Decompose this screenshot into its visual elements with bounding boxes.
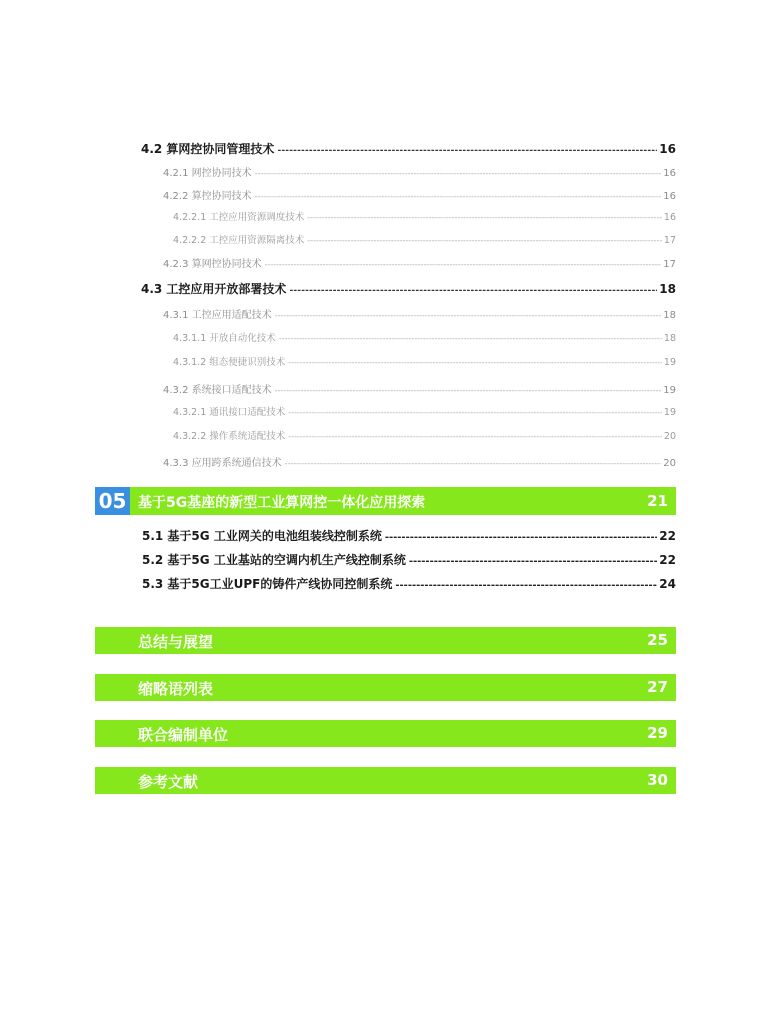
section-bar-abbreviations[interactable] — [95, 674, 676, 701]
section-page: 25 — [647, 631, 668, 649]
dot-leader — [385, 532, 657, 543]
toc-entry-4-3-1-2[interactable] — [173, 354, 676, 368]
toc-entry-label: 5.1 基于5G 工业网关的电池组装线控制系统 — [142, 529, 382, 543]
toc-entry-4-3[interactable] — [141, 280, 676, 297]
toc-entry-page: 20 — [663, 458, 676, 469]
toc-entry-page: 18 — [663, 310, 676, 321]
section-bar-contributors[interactable] — [95, 720, 676, 747]
chapter-title: 基于5G基座的新型工业算网控一体化应用探索 — [138, 495, 426, 511]
toc-entry-page: 18 — [663, 333, 676, 344]
toc-entry-4-3-2-2[interactable] — [173, 428, 676, 442]
dot-leader — [279, 334, 662, 343]
section-page: 27 — [647, 678, 668, 696]
dot-leader — [409, 556, 657, 567]
toc-entry-page: 18 — [659, 282, 676, 296]
dot-leader — [288, 358, 662, 367]
toc-entry-label: 4.2 算网控协同管理技术 — [141, 142, 275, 156]
toc-entry-page: 19 — [663, 407, 676, 418]
toc-entry-page: 16 — [663, 212, 676, 223]
toc-entry-4-2-2[interactable] — [163, 187, 676, 202]
toc-entry-page: 16 — [663, 191, 676, 202]
toc-entry-label: 4.2.2 算控协同技术 — [163, 191, 252, 202]
toc-entry-5-2[interactable] — [142, 551, 676, 568]
dot-leader — [255, 192, 662, 201]
section-title: 总结与展望 — [138, 633, 214, 651]
dot-leader — [288, 432, 662, 441]
toc-entry-label: 4.3.2.2 操作系统适配技术 — [173, 431, 286, 442]
dot-leader — [307, 236, 662, 245]
section-title: 缩略语列表 — [138, 680, 214, 698]
toc-entry-4-3-1-1[interactable] — [173, 330, 676, 344]
chapter-05-bar[interactable] — [95, 487, 676, 515]
toc-entry-label: 4.2.3 算网控协同技术 — [163, 259, 262, 270]
dot-leader — [275, 386, 662, 395]
toc-entry-page: 20 — [663, 431, 676, 442]
toc-entry-page: 19 — [663, 385, 676, 396]
toc-entry-4-3-1[interactable] — [163, 306, 676, 321]
section-bar-references[interactable] — [95, 767, 676, 794]
dot-leader — [307, 213, 662, 222]
toc-entry-label: 4.2.2.2 工控应用资源隔离技术 — [173, 235, 305, 246]
dot-leader — [275, 311, 662, 320]
toc-entry-4-2[interactable] — [141, 140, 676, 157]
toc-entry-page: 16 — [659, 142, 676, 156]
toc-entry-label: 4.2.2.1 工控应用资源调度技术 — [173, 212, 305, 223]
toc-entry-label: 4.2.1 网控协同技术 — [163, 168, 252, 179]
toc-entry-5-3[interactable] — [142, 575, 676, 592]
section-title: 参考文献 — [138, 773, 199, 791]
section-page: 30 — [647, 771, 668, 789]
chapter-page: 21 — [647, 492, 668, 510]
toc-entry-label: 4.3.1.1 开放自动化技术 — [173, 333, 276, 344]
toc-entry-4-2-3[interactable] — [163, 255, 676, 270]
toc-entry-4-3-3[interactable] — [163, 454, 676, 469]
toc-entry-4-3-2-1[interactable] — [173, 404, 676, 418]
toc-entry-label: 4.3.1.2 组态便捷识别技术 — [173, 357, 286, 368]
toc-entry-label: 5.2 基于5G 工业基站的空调内机生产线控制系统 — [142, 553, 406, 567]
section-bar-summary[interactable] — [95, 627, 676, 654]
dot-leader — [255, 169, 662, 178]
toc-entry-label: 4.3.2 系统接口适配技术 — [163, 385, 272, 396]
toc-entry-label: 4.3.3 应用跨系统通信技术 — [163, 458, 282, 469]
toc-entry-page: 17 — [663, 235, 676, 246]
section-title: 联合编制单位 — [138, 726, 229, 744]
chapter-number: 05 — [95, 487, 130, 515]
toc-entry-label: 4.3.2.1 通讯接口适配技术 — [173, 407, 286, 418]
toc-entry-page: 19 — [663, 357, 676, 368]
toc-entry-page: 24 — [659, 577, 676, 591]
toc-entry-page: 17 — [663, 259, 676, 270]
dot-leader — [288, 408, 662, 417]
toc-entry-page: 16 — [663, 168, 676, 179]
dot-leader — [265, 260, 662, 269]
toc-entry-label: 5.3 基于5G工业UPF的铸件产线协同控制系统 — [142, 577, 393, 591]
dot-leader — [289, 286, 657, 296]
toc-entry-label: 4.3 工控应用开放部署技术 — [141, 282, 287, 296]
toc-entry-4-2-2-2[interactable] — [173, 232, 676, 246]
section-page: 29 — [647, 724, 668, 742]
toc-entry-label: 4.3.1 工控应用适配技术 — [163, 310, 272, 321]
dot-leader — [395, 580, 657, 591]
dot-leader — [277, 146, 657, 156]
toc-entry-5-1[interactable] — [142, 527, 676, 544]
toc-entry-4-2-1[interactable] — [163, 164, 676, 179]
toc-entry-4-2-2-1[interactable] — [173, 209, 676, 223]
toc-entry-page: 22 — [659, 529, 676, 543]
toc-entry-4-3-2[interactable] — [163, 381, 676, 396]
toc-entry-page: 22 — [659, 553, 676, 567]
dot-leader — [285, 459, 662, 468]
